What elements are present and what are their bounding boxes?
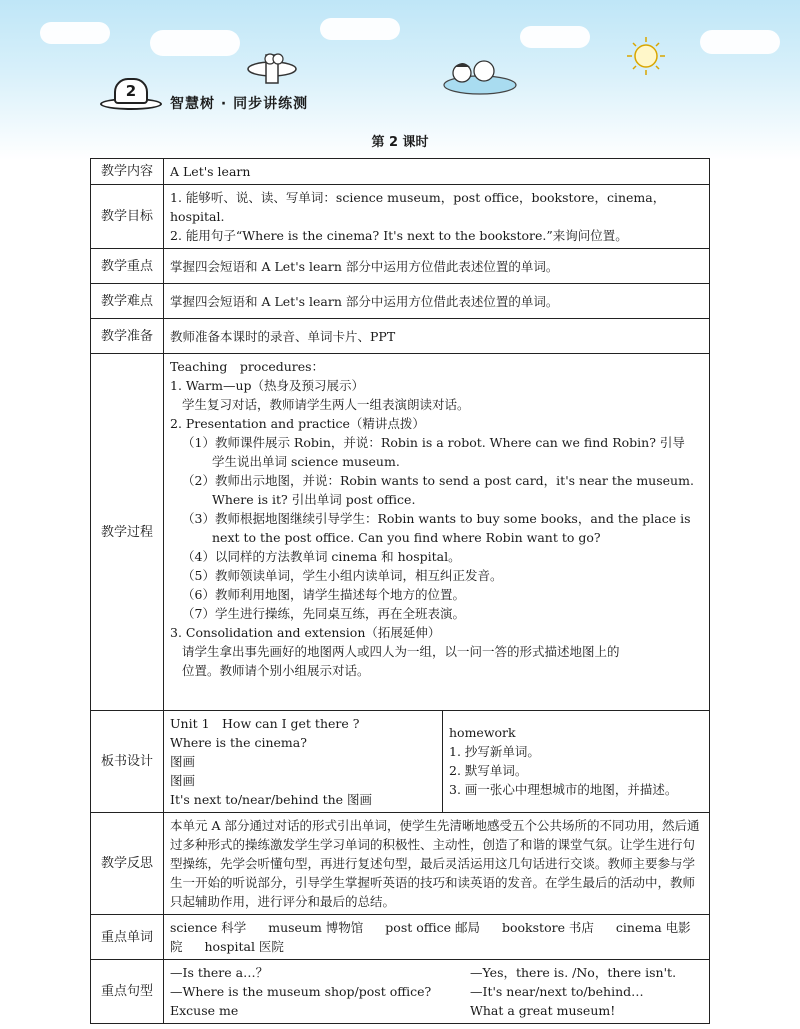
board-line: Where is the cinema? xyxy=(170,735,307,750)
homework-line: 3. 画一张心中理想城市的地图，并描述。 xyxy=(449,782,678,797)
homework-line: 2. 默写单词。 xyxy=(449,763,528,778)
row-label: 重点句型 xyxy=(91,960,164,1024)
key-points-text: 掌握四会短语和 A Let's learn 部分中运用方位借此表述位置的单词。 xyxy=(164,249,710,284)
cloud-decoration xyxy=(150,30,240,56)
row-label: 板书设计 xyxy=(91,711,164,813)
process-line: （7）学生进行操练，先同桌互练，再在全班表演。 xyxy=(182,606,465,621)
process-line: （2）教师出示地图，并说：Robin wants to send a post card，it's near the museum. xyxy=(182,473,694,488)
row-process xyxy=(91,354,710,711)
content-text: A Let's learn xyxy=(164,159,710,185)
process-line: next to the post office. Can you find where Robin want to go? xyxy=(212,530,601,545)
sentence-line: Excuse me xyxy=(170,1003,239,1018)
row-difficulties xyxy=(91,284,710,319)
process-cell xyxy=(164,354,710,711)
sentence-line: —It's near/next to/behind… xyxy=(470,984,644,999)
difficulties-text: 掌握四会短语和 A Let's learn 部分中运用方位借此表述位置的单词。 xyxy=(164,284,710,319)
sentence-line: —Where is the museum shop/post office? xyxy=(170,984,432,999)
cartoon-characters-icon xyxy=(440,55,520,97)
board-line: 图画 xyxy=(170,754,196,769)
page-header xyxy=(0,0,800,160)
sentences-cell xyxy=(164,960,710,1024)
row-label: 教学过程 xyxy=(91,354,164,711)
row-preparation xyxy=(91,319,710,354)
process-line: Teaching procedures： xyxy=(170,359,325,374)
row-label: 教学目标 xyxy=(91,185,164,249)
board-line: It's next to/near/behind the 图画 xyxy=(170,792,373,807)
reflection-text: 本单元 A 部分通过对话的形式引出单词，使学生先清晰地感受五个公共场所的不同功用，然后通过多种形式的操练激发学生学习单词的积极性、主动性，创造了和谐的课堂气氛。让学生进行句型操练，先学会听懂句型，再进行复述句型，最后灵活运用这几句话进行交谈。教师主要参与学生一开始的听说部分，引导学生掌握听英语的技巧和读英语的发音。在学生最后的活动中，教师只起辅助作用，进行评分和最后的总结。 xyxy=(164,813,710,915)
cloud-decoration xyxy=(700,30,780,54)
process-line: （5）教师领读单词，学生小组内读单词，相互纠正发音。 xyxy=(182,568,503,583)
sentences-right xyxy=(470,963,676,1020)
sentence-line: —Is there a…？ xyxy=(170,965,269,980)
vocab-item: bookstore 书店 xyxy=(502,920,594,935)
row-label: 教学准备 xyxy=(91,319,164,354)
process-line: 2. Presentation and practice（精讲点拨） xyxy=(170,416,425,431)
process-line: 学生说出单词 science museum. xyxy=(212,454,400,469)
airplane-icon xyxy=(240,45,304,85)
sentences-left xyxy=(170,963,470,1020)
process-line: （4）以同样的方法教单词 cinema 和 hospital。 xyxy=(182,549,461,564)
row-key-points xyxy=(91,249,710,284)
process-line: 请学生拿出事先画好的地图两人或四人为一组，以一问一答的形式描述地图上的 xyxy=(182,644,620,659)
sentence-line: —Yes，there is. /No，there isn't. xyxy=(470,965,677,980)
board-right xyxy=(443,711,709,812)
vocab-item: cinema 电影院 xyxy=(170,920,691,954)
objective-line: 1. 能够听、说、读、写单词：science museum，post office，bookstore，cinema，hospital. xyxy=(170,190,666,224)
row-sentences xyxy=(91,960,710,1024)
process-line: Where is it? 引出单词 post office. xyxy=(212,492,416,507)
row-vocab xyxy=(91,915,710,960)
lesson-plan-table xyxy=(90,158,710,1024)
board-left xyxy=(164,711,443,812)
board-cell xyxy=(164,711,710,813)
board-line: Unit 1 How can I get there ? xyxy=(170,716,360,731)
row-label: 教学重点 xyxy=(91,249,164,284)
row-board xyxy=(91,711,710,813)
vocab-item: hospital 医院 xyxy=(204,939,284,954)
cloud-decoration xyxy=(320,18,400,40)
sentence-line: What a great museum! xyxy=(470,1003,616,1018)
cloud-decoration xyxy=(40,22,110,44)
process-line: 学生复习对话，教师请学生两人一组表演朗读对话。 xyxy=(182,397,470,412)
cloud-decoration xyxy=(520,26,590,48)
row-objectives xyxy=(91,185,710,249)
vocab-cell xyxy=(164,915,710,960)
homework-line: homework xyxy=(449,725,516,740)
row-label: 重点单词 xyxy=(91,915,164,960)
row-label: 教学内容 xyxy=(91,159,164,185)
vocab-item: post office 邮局 xyxy=(385,920,481,935)
homework-line: 1. 抄写新单词。 xyxy=(449,744,540,759)
objective-line: 2. 能用句子“Where is the cinema? It's next to the bookstore.”来询问位置。 xyxy=(170,228,628,243)
row-content xyxy=(91,159,710,185)
objectives-cell xyxy=(164,185,710,249)
row-label: 教学难点 xyxy=(91,284,164,319)
process-line: 位置。教师请个别小组展示对话。 xyxy=(182,663,370,678)
row-reflection xyxy=(91,813,710,915)
vocab-item: science 科学 xyxy=(170,920,247,935)
process-line: 1. Warm—up（热身及预习展示） xyxy=(170,378,364,393)
unit-number-badge xyxy=(100,78,160,120)
board-line: 图画 xyxy=(170,773,196,788)
process-line: （1）教师课件展示 Robin，并说：Robin is a robot. Where can we find Robin? 引导 xyxy=(182,435,685,450)
lesson-title: 第 2 课时 xyxy=(371,135,429,150)
process-line: （3）教师根据地图继续引导学生：Robin wants to buy some books，and the place is xyxy=(182,511,691,526)
unit-number: 2 xyxy=(114,78,148,104)
preparation-text: 教师准备本课时的录音、单词卡片、PPT xyxy=(164,319,710,354)
sun-icon xyxy=(625,35,667,77)
series-title: 智慧树 · 同步讲练测 xyxy=(170,96,309,112)
vocab-item: museum 博物馆 xyxy=(268,920,364,935)
process-line: （6）教师利用地图，请学生描述每个地方的位置。 xyxy=(182,587,465,602)
row-label: 教学反思 xyxy=(91,813,164,915)
process-line: 3. Consolidation and extension（拓展延伸） xyxy=(170,625,441,640)
